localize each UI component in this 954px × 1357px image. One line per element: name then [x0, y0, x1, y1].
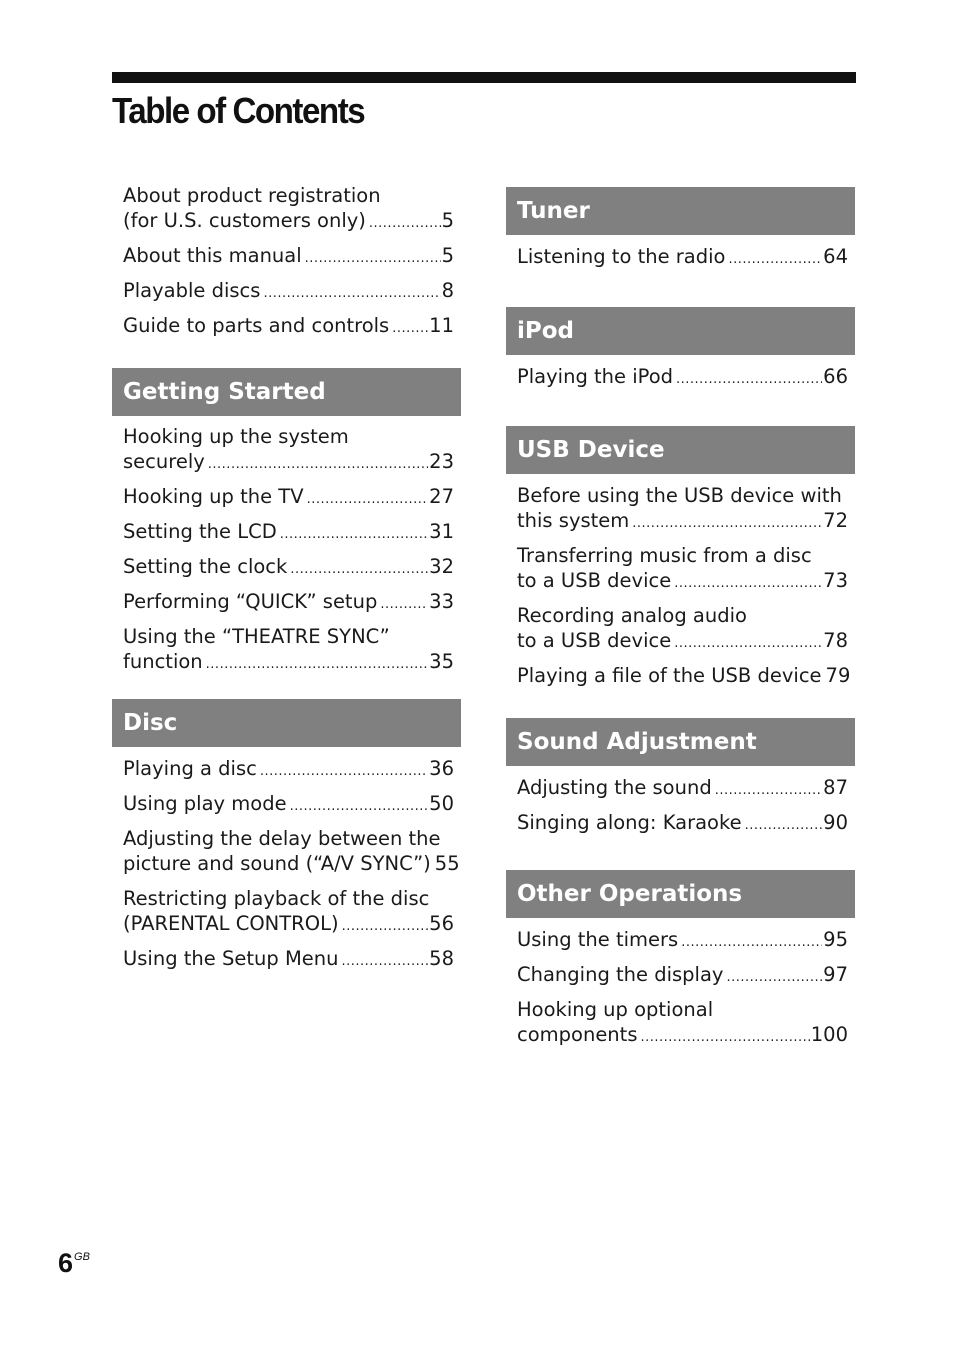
toc-entry[interactable]: [123, 946, 454, 974]
toc-entry-page-number: 31: [429, 520, 454, 543]
dot-leader: [674, 571, 822, 596]
toc-entry-page-number: 58: [429, 947, 454, 970]
section-header-tuner[interactable]: Tuner: [506, 187, 855, 235]
toc-entry[interactable]: [517, 997, 848, 1050]
toc-entry-page-number: 72: [823, 509, 848, 532]
toc-entry[interactable]: [123, 183, 454, 236]
toc-entry-row: [123, 946, 454, 974]
toc-entry-page-number: 95: [823, 928, 848, 951]
dot-leader: [206, 652, 429, 677]
toc-entry-title: Playable discs: [123, 279, 261, 302]
toc-entry-title: securely: [123, 450, 205, 473]
top-rule: [112, 72, 856, 83]
toc-entry[interactable]: [123, 484, 454, 512]
toc-entry-page-number: 5: [441, 209, 454, 232]
dot-leader: [305, 246, 441, 271]
toc-entry-page-number: 33: [429, 590, 454, 613]
dot-leader: [676, 367, 822, 392]
dot-leader: [674, 631, 822, 656]
toc-entry-page-number: 11: [429, 314, 454, 337]
toc-entry[interactable]: [517, 663, 851, 691]
toc-entry-title-line: About product registration: [123, 184, 381, 207]
tuner-entries: [517, 244, 848, 279]
toc-entry-title: this system: [517, 509, 630, 532]
toc-entry-row: [123, 589, 454, 617]
dot-leader: [681, 930, 822, 955]
toc-entry[interactable]: [517, 244, 848, 272]
toc-entry-page-number: 73: [823, 569, 848, 592]
toc-entry-row: [517, 927, 848, 955]
toc-entry-row: [123, 208, 454, 236]
dot-leader: [341, 949, 428, 974]
toc-entry-row: [123, 519, 454, 547]
dot-leader: [290, 794, 429, 819]
toc-entry-row: [517, 508, 848, 536]
toc-entry-title-line: Restricting playback of the disc: [123, 887, 430, 910]
toc-entry[interactable]: [123, 424, 454, 477]
section-header-getting-started[interactable]: Getting Started: [112, 368, 461, 416]
toc-entry-title: (for U.S. customers only): [123, 209, 366, 232]
toc-entry-page-number: 35: [429, 650, 454, 673]
toc-entry-row: [123, 278, 454, 306]
toc-entry[interactable]: [123, 826, 460, 879]
toc-entry-row: [517, 1022, 848, 1050]
dot-leader: [392, 316, 428, 341]
toc-entry-title: Playing the iPod: [517, 365, 674, 388]
toc-entry-page-number: 23: [429, 450, 454, 473]
toc-entry-title-line: Adjusting the delay between the: [123, 827, 441, 850]
toc-entry[interactable]: [123, 278, 454, 306]
toc-entry-page-number: 78: [823, 629, 848, 652]
toc-entry[interactable]: [123, 243, 454, 271]
section-header-disc[interactable]: Disc: [112, 699, 461, 747]
toc-entry[interactable]: [517, 603, 848, 656]
toc-entry[interactable]: [517, 962, 848, 990]
dot-leader: [632, 511, 822, 536]
toc-entry-title-line: Hooking up optional: [517, 998, 714, 1021]
page-number-suffix: GB: [74, 1251, 90, 1263]
toc-entry-title: Singing along: Karaoke: [517, 811, 742, 834]
toc-entry-title: picture and sound (“A/V SYNC”): [123, 852, 431, 875]
toc-entry-page-number: 64: [823, 245, 848, 268]
toc-entry-row: [517, 810, 848, 838]
toc-entry-title: Changing the display: [517, 963, 724, 986]
toc-entry[interactable]: [517, 927, 848, 955]
toc-entry-title: Setting the LCD: [123, 520, 277, 543]
toc-entry-title-line: Transferring music from a disc: [517, 544, 812, 567]
dot-leader: [280, 522, 428, 547]
toc-entry-row: [123, 554, 454, 582]
toc-entry[interactable]: [123, 313, 454, 341]
toc-entry-title: components: [517, 1023, 638, 1046]
dot-leader: [380, 592, 428, 617]
toc-entry[interactable]: [123, 519, 454, 547]
toc-entry-title: (PARENTAL CONTROL): [123, 912, 339, 935]
sound-adjustment-entries: [517, 775, 848, 845]
section-header-other-operations[interactable]: Other Operations: [506, 870, 855, 918]
toc-entry[interactable]: [123, 791, 454, 819]
toc-entry-title: Setting the clock: [123, 555, 288, 578]
section-header-ipod[interactable]: iPod: [506, 307, 855, 355]
toc-entry-page-number: 79: [825, 664, 851, 687]
other-operations-entries: [517, 927, 848, 1057]
page-number: [58, 1248, 90, 1279]
toc-entry[interactable]: [123, 756, 454, 784]
toc-entry-row: [123, 911, 454, 939]
dot-leader: [745, 813, 823, 838]
toc-entry-title: About this manual: [123, 244, 302, 267]
toc-entry[interactable]: [517, 543, 848, 596]
toc-entry-row: [517, 568, 848, 596]
toc-entry-row: [517, 962, 848, 990]
dot-leader: [260, 759, 428, 784]
toc-entry-title: to a USB device: [517, 629, 672, 652]
dot-leader: [640, 1025, 809, 1050]
toc-entry-row: [123, 649, 454, 677]
toc-entry[interactable]: [123, 624, 454, 677]
intro-entries: [123, 183, 454, 348]
toc-entry-page-number: 8: [441, 279, 454, 302]
dot-leader: [726, 965, 822, 990]
toc-entry-row: [517, 663, 851, 691]
toc-entry[interactable]: [123, 554, 454, 582]
toc-entry-title: Hooking up the TV: [123, 485, 304, 508]
toc-entry-title-line: Hooking up the system: [123, 425, 349, 448]
toc-entry-row: [123, 449, 454, 477]
toc-entry-page-number: 56: [429, 912, 454, 935]
toc-entry-page-number: 97: [823, 963, 848, 986]
toc-entry-title: Performing “QUICK” setup: [123, 590, 378, 613]
toc-entry[interactable]: [123, 589, 454, 617]
toc-entry-page-number: 32: [429, 555, 454, 578]
toc-entry-row: [517, 244, 848, 272]
section-header-sound-adjustment[interactable]: Sound Adjustment: [506, 718, 855, 766]
toc-entry-title: Listening to the radio: [517, 245, 726, 268]
toc-entry[interactable]: [517, 775, 848, 803]
toc-entry-page-number: 27: [429, 485, 454, 508]
getting-started-entries: [123, 424, 454, 684]
toc-entry-title: Using play mode: [123, 792, 287, 815]
toc-entry[interactable]: [123, 886, 454, 939]
toc-entry-row: [123, 243, 454, 271]
toc-entry-row: [123, 313, 454, 341]
toc-entry-page-number: 100: [810, 1023, 848, 1046]
toc-entry-title: Playing a file of the USB device: [517, 664, 822, 687]
toc-entry-page-number: 36: [429, 757, 454, 780]
dot-leader: [208, 452, 428, 477]
toc-entry-title: Adjusting the sound: [517, 776, 712, 799]
dot-leader: [369, 211, 441, 236]
toc-entry-row: [123, 791, 454, 819]
toc-entry-page-number: 66: [823, 365, 848, 388]
toc-entry-page-number: 50: [429, 792, 454, 815]
page-number-value: 6: [58, 1248, 74, 1278]
toc-entry-title-line: Using the “THEATRE SYNC”: [123, 625, 390, 648]
disc-entries: [123, 756, 460, 981]
toc-entry-title-line: Before using the USB device with: [517, 484, 842, 507]
section-header-usb-device[interactable]: USB Device: [506, 426, 855, 474]
toc-entry-row: [517, 775, 848, 803]
toc-entry-page-number: 5: [441, 244, 454, 267]
dot-leader: [263, 281, 440, 306]
toc-entry-title: Playing a disc: [123, 757, 257, 780]
toc-entry-row: [123, 851, 460, 879]
usb-device-entries: [517, 483, 851, 698]
toc-entry-row: [123, 756, 454, 784]
toc-entry-title: Guide to parts and controls: [123, 314, 390, 337]
toc-entry-title: Using the Setup Menu: [123, 947, 339, 970]
toc-entry-title-line: Recording analog audio: [517, 604, 747, 627]
dot-leader: [715, 778, 822, 803]
toc-entry-page-number: 87: [823, 776, 848, 799]
toc-entry-title: function: [123, 650, 203, 673]
ipod-entries: [517, 364, 848, 399]
toc-entry-title: Using the timers: [517, 928, 679, 951]
dot-leader: [307, 487, 429, 512]
toc-entry-page-number: 55: [434, 852, 460, 875]
dot-leader: [342, 914, 429, 939]
dot-leader: [290, 557, 428, 582]
toc-entry-row: [517, 628, 848, 656]
toc-entry[interactable]: [517, 483, 848, 536]
toc-entry-row: [517, 364, 848, 392]
dot-leader: [728, 247, 822, 272]
page-title: Table of Contents: [112, 90, 365, 131]
toc-entry-title: to a USB device: [517, 569, 672, 592]
toc-entry[interactable]: [517, 810, 848, 838]
toc-entry-page-number: 90: [823, 811, 848, 834]
toc-entry[interactable]: [517, 364, 848, 392]
toc-entry-row: [123, 484, 454, 512]
